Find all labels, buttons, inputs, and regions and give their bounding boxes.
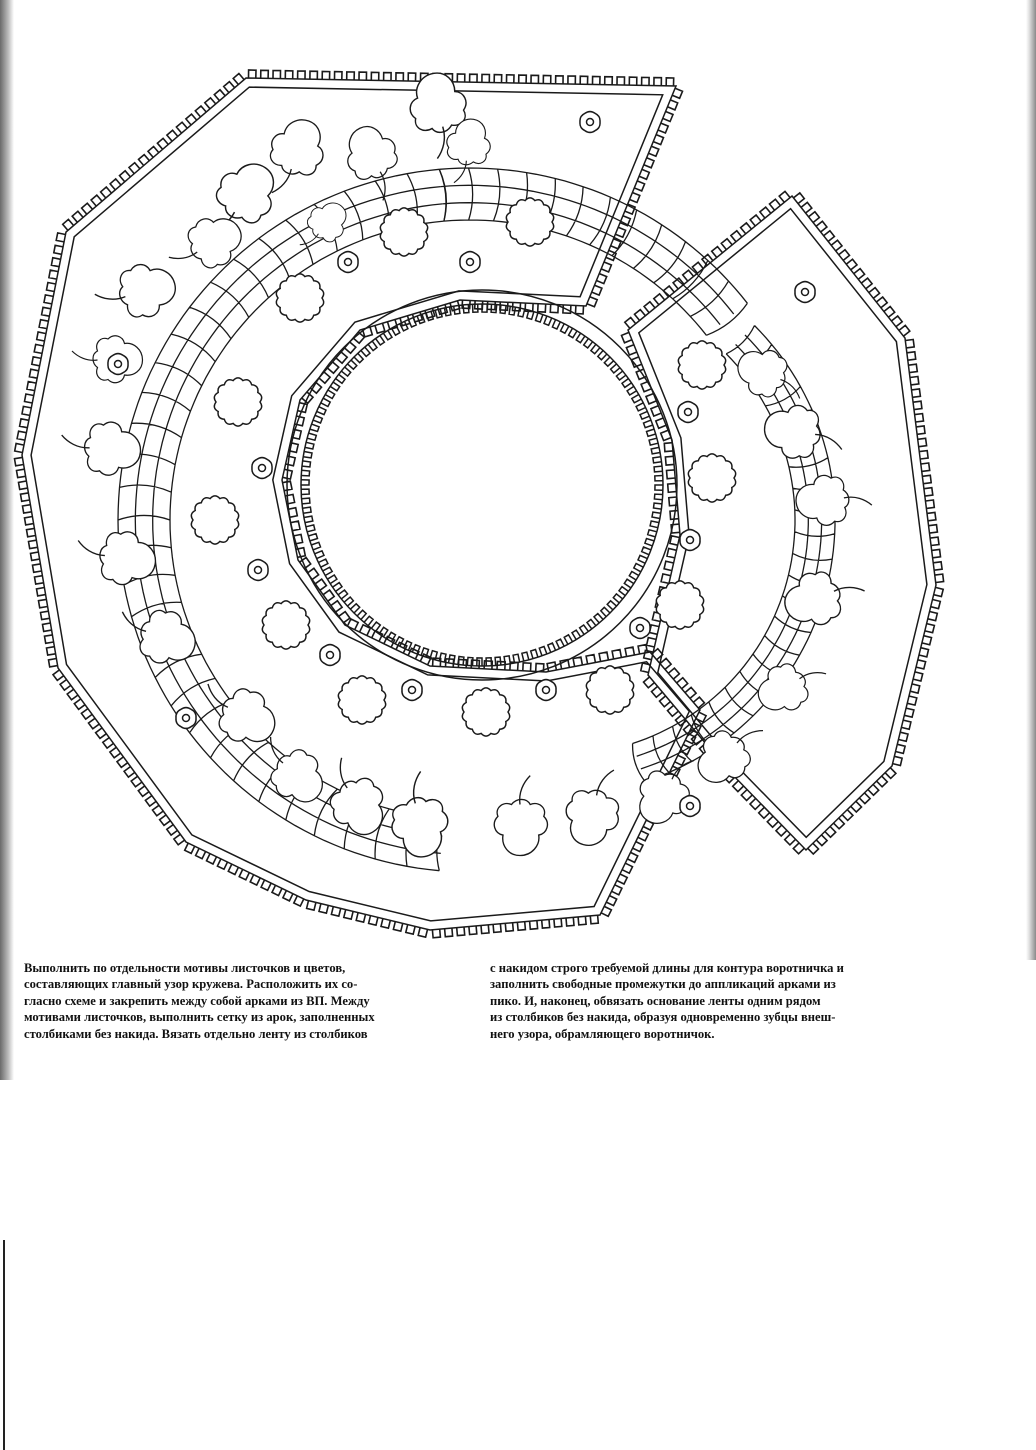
- big-flower-icon: [678, 341, 725, 389]
- flower-center: [259, 465, 266, 472]
- neckline-picots: [301, 304, 663, 666]
- leaf-icon: [72, 336, 143, 383]
- leaf-icon: [749, 646, 833, 722]
- instructions-right-column: [490, 960, 930, 1042]
- big-flower-icon: [262, 601, 309, 649]
- leaf-blade: [760, 400, 824, 462]
- leaf-icon: [559, 761, 631, 852]
- flower-motifs: [108, 112, 815, 817]
- instruction-line: него узора, обрамляющего воротничок.: [490, 1026, 715, 1041]
- instruction-line: из столбиков без накида, образуя одновременно зубцы внеш-: [490, 1010, 836, 1025]
- flower-center: [687, 537, 694, 544]
- big-flower-icon: [276, 274, 323, 322]
- leaf-icon: [383, 768, 453, 861]
- leaf-blade: [113, 257, 181, 323]
- leaf-icon: [777, 557, 870, 634]
- mesh-top-garland: [439, 168, 747, 335]
- big-flower-icon: [214, 378, 261, 426]
- leaf-blade: [559, 784, 625, 852]
- leaf-motifs: [59, 69, 874, 862]
- big-flower-icon: [338, 676, 385, 724]
- flower-center: [467, 259, 474, 266]
- leaf-blade: [82, 420, 143, 478]
- leaf-icon: [336, 118, 413, 207]
- big-flower-icon: [656, 581, 703, 629]
- flower-center: [409, 687, 416, 694]
- right-piece-edge: [628, 196, 936, 850]
- flower-center: [802, 289, 809, 296]
- leaf-blade: [729, 340, 794, 403]
- flower-center: [543, 687, 550, 694]
- instruction-line: гласно схеме и закрепить между собой арками из ВП. Между: [24, 993, 370, 1008]
- instruction-line: составляющих главный узор кружева. Расположить их со-: [24, 977, 358, 992]
- flower-center: [637, 625, 644, 632]
- flower-center: [685, 409, 692, 416]
- leaf-icon: [760, 400, 848, 466]
- instructions-left-column: [24, 960, 464, 1042]
- leaf-icon: [311, 749, 397, 845]
- flower-center: [115, 361, 122, 368]
- flower-center: [345, 259, 352, 266]
- flower-center: [255, 567, 262, 574]
- instruction-line: Выполнить по отдельности мотивы листочков и цветов,: [24, 961, 346, 975]
- leaf-blade: [301, 194, 355, 248]
- leaf-icon: [494, 776, 547, 856]
- instruction-line: с накидом строго требуемой длины для контура воротничка и: [490, 961, 844, 975]
- instruction-line: мотивами листочков, выполнить сетку из арок, заполненных: [24, 1010, 375, 1025]
- big-flower-icon: [380, 208, 427, 256]
- big-flower-icon: [191, 496, 238, 544]
- big-flower-icon: [688, 454, 735, 502]
- leaf-blade: [95, 528, 159, 590]
- instruction-line: заполнить свободные промежутки до аппликаций арками из: [490, 977, 836, 992]
- big-flower-icon: [586, 666, 633, 714]
- flower-center: [327, 652, 334, 659]
- right-piece-inner-edge: [639, 209, 927, 838]
- leaf-icon: [110, 596, 203, 673]
- binding-line: [3, 1240, 5, 1450]
- flower-center: [587, 119, 594, 126]
- flower-center: [687, 803, 694, 810]
- instruction-line: пико. И, наконец, обвязать основание ленты одним рядом: [490, 993, 821, 1008]
- leaf-blade: [388, 793, 454, 861]
- leaf-icon: [72, 524, 160, 590]
- leaf-blade: [494, 799, 547, 855]
- leaf-blade: [794, 473, 851, 527]
- leaf-blade: [264, 112, 333, 183]
- instruction-line: столбиками без накида. Вязать отдельно ленту из столбиков: [24, 1026, 368, 1041]
- flower-center: [183, 715, 190, 722]
- big-flower-icon: [506, 198, 553, 246]
- big-flower-icon: [462, 688, 509, 736]
- leaf-icon: [794, 471, 873, 527]
- leaf-icon: [90, 257, 181, 329]
- leaf-blade: [749, 657, 815, 722]
